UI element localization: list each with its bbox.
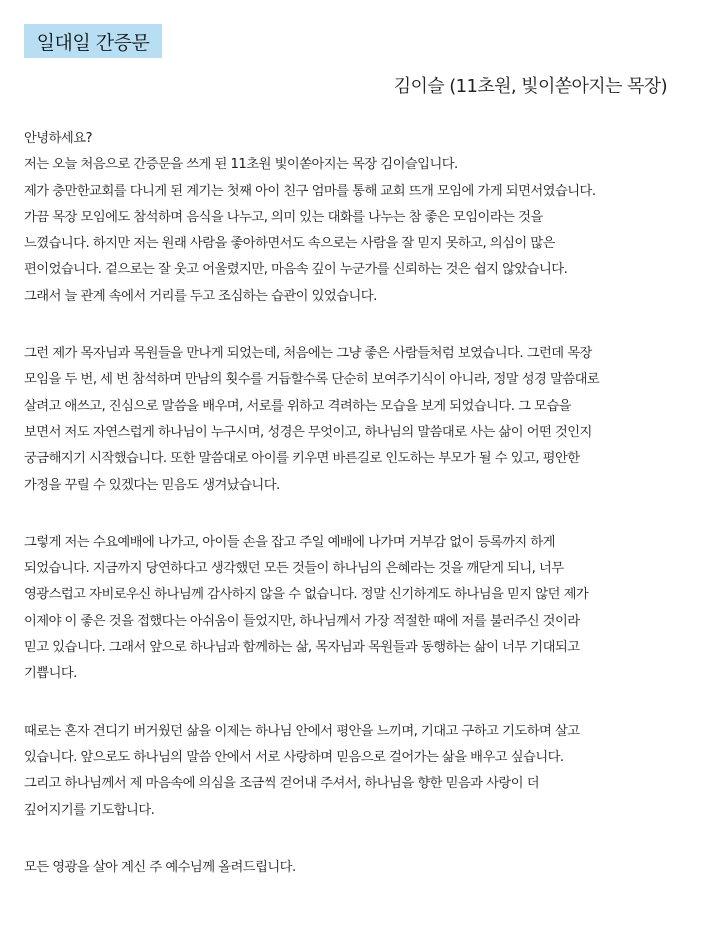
paragraph-closing [24,855,674,881]
text-line: 믿고 있습니다. 그래서 앞으로 하나님과 함께하는 삶, 목자님과 목원들과 동행하는 삶이 너무 기대되고 [24,640,580,656]
text-line: 저는 오늘 처음으로 간증문을 쓰게 된 11초원 빛이쏟아지는 목장 김이슬입니다. [24,157,458,173]
author-byline: 김이슬 (11초원, 빛이쏟아지는 목장) [393,76,667,97]
text-line: 제가 충만한교회를 다니게 된 계기는 첫째 아이 친구 엄마를 통해 교회 뜨개 모임에 가게 되면서였습니다. [24,183,596,199]
text-line: 그런 제가 목자님과 목원들을 만나게 되었는데, 처음에는 그냥 좋은 사람들처럼 보였습니다. 그런데 목장 [24,346,592,362]
text-line: 이제야 이 좋은 것을 접했다는 아쉬움이 들었지만, 하나님께서 가장 적절한 때에 저를 불러주신 것이라 [24,613,580,629]
text-line: 궁금해지기 시작했습니다. 또한 말씀대로 아이를 키우면 바른길로 인도하는 부모가 될 수 있고, 평안한 [24,451,580,467]
paragraph-registration [24,530,674,688]
text-line: 그래서 늘 관계 속에서 거리를 두고 조심하는 습관이 있었습니다. [24,288,377,304]
text-line: 모든 영광을 살아 계신 주 예수님께 올려드립니다. [24,859,296,875]
page-title: 일대일 간증문 [24,24,162,58]
paragraph-meeting [24,341,674,499]
text-line: 느꼈습니다. 하지만 저는 원래 사람을 좋아하면서도 속으로는 사람을 잘 믿지 못하고, 의심이 많은 [24,236,555,252]
text-line: 기쁩니다. [24,666,77,682]
text-line: 있습니다. 앞으로도 하나님의 말씀 안에서 서로 사랑하며 믿음으로 걸어가는 삶을 배우고 싶습니다. [24,749,564,765]
text-line: 모임을 두 번, 세 번 참석하며 만남의 횟수를 거듭할수록 단순히 보여주기식이 아니라, 정말 성경 말씀대로 [24,372,600,388]
text-line: 안녕하세요? [24,131,92,146]
text-line: 깊어지기를 기도합니다. [24,802,155,818]
text-line: 그렇게 저는 수요예배에 나가고, 아이들 손을 잡고 주일 예배에 나가며 거부감 없이 등록까지 하게 [24,534,555,550]
text-line: 살려고 애쓰고, 진심으로 말씀을 배우며, 서로를 위하고 격려하는 모습을 보게 되었습니다. 그 모습을 [24,398,571,414]
text-line: 영광스럽고 자비로우신 하나님께 감사하지 않을 수 없습니다. 정말 신기하게도 하나님을 믿지 않던 제가 [24,587,589,603]
text-line: 편이었습니다. 겉으로는 잘 웃고 어울렸지만, 마음속 깊이 누군가를 신뢰하는 것은 쉽지 않았습니다. [24,262,568,278]
text-line: 그리고 하나님께서 제 마음속에 의심을 조금씩 걷어내 주셔서, 하나님을 향한 믿음과 사랑이 더 [24,776,539,792]
text-line: 보면서 저도 자연스럽게 하나님이 누구시며, 성경은 무엇이고, 하나님의 말씀대로 사는 삶이 어떤 것인지 [24,424,592,440]
paragraph-greeting [24,126,674,310]
paragraph-prayer [24,719,674,824]
text-line: 때로는 혼자 견디기 버거웠던 삶을 이제는 하나님 안에서 평안을 느끼며, 기대고 구하고 기도하며 살고 [24,723,580,739]
text-line: 되었습니다. 지금까지 당연하다고 생각했던 모든 것들이 하나님의 은혜라는 것을 깨닫게 되니, 너무 [24,561,564,577]
text-line: 가끔 목장 모임에도 참석하며 음식을 나누고, 의미 있는 대화를 나누는 참 좋은 모임이라는 것을 [24,209,543,225]
testimony-body [24,126,674,912]
text-line: 가정을 꾸릴 수 있겠다는 믿음도 생겨났습니다. [24,477,280,493]
